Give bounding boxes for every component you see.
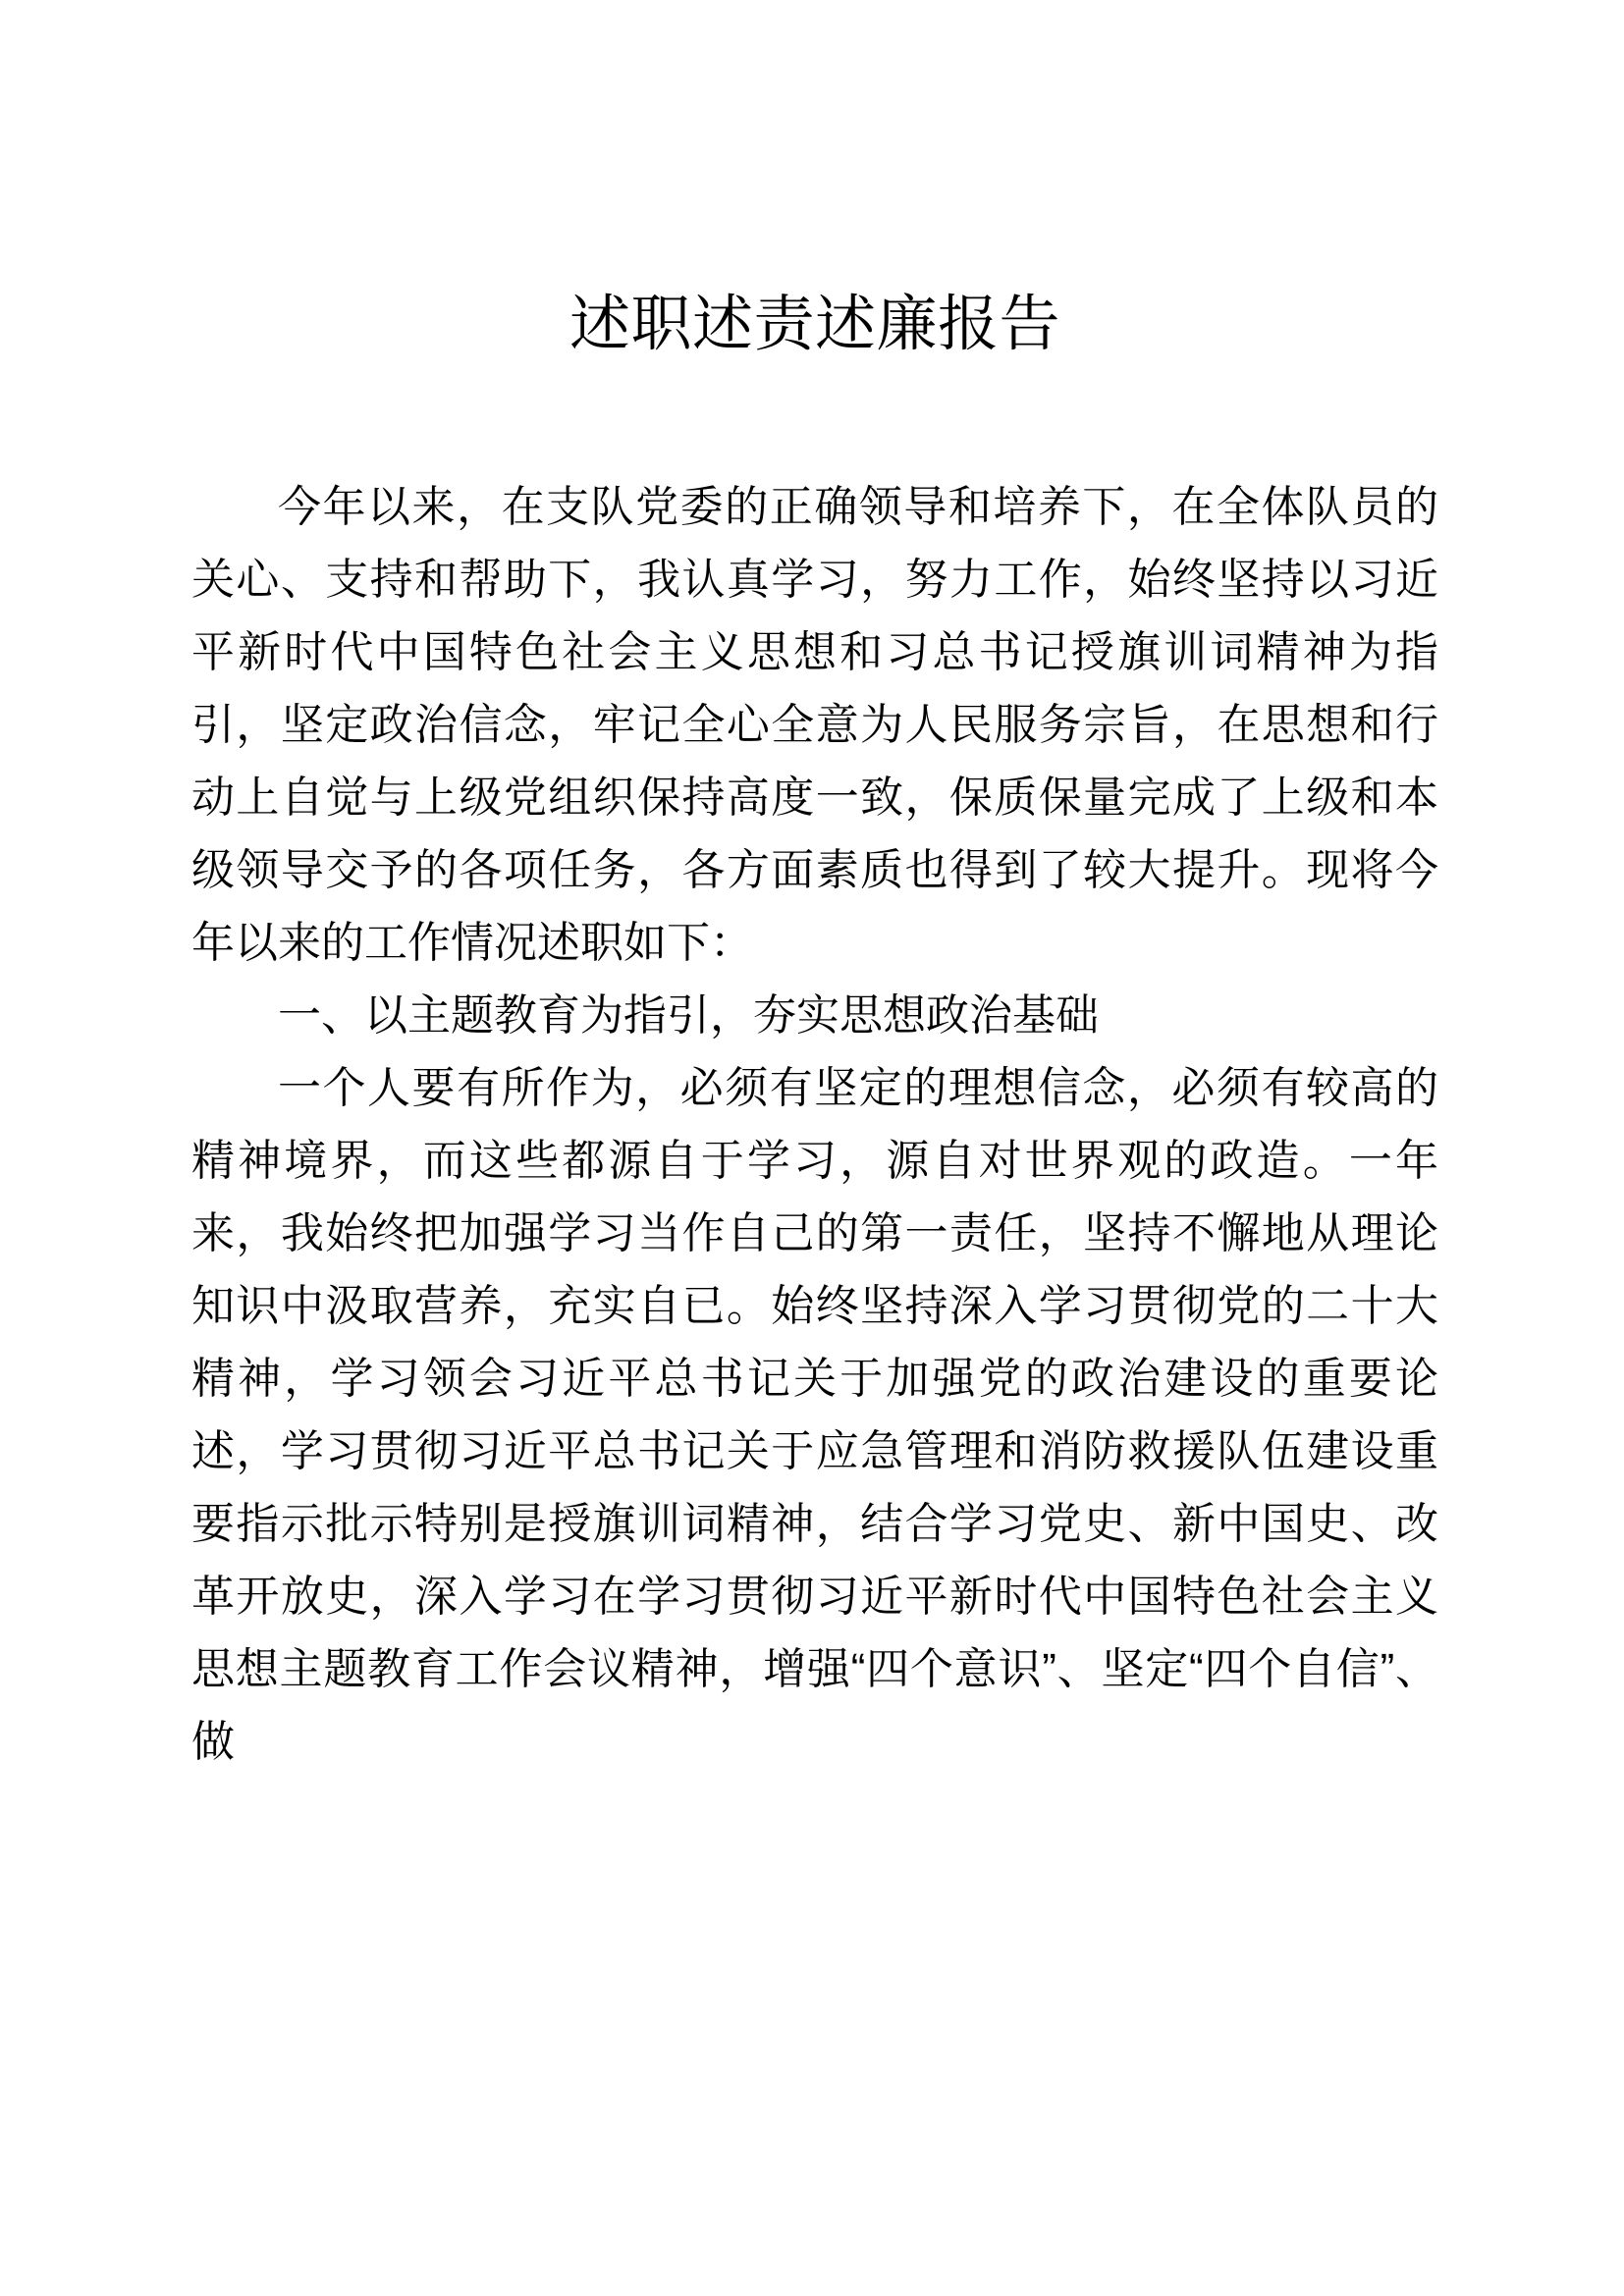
- document-body: [191, 471, 1438, 1779]
- page-title: 述职述责述廉报告: [568, 291, 1060, 358]
- paragraph-section-one-body: 一个人要有所作为，必须有坚定的理想信念，必须有较高的精神境界，而这些都源自于学习，源自对世界观的政造。一年来，我始终把加强学习当作自己的第一责任，坚持不懈地从理论知识中汲取营养，充实自已。始终坚持深入学习贯彻党的二十大精神，学习领会习近平总书记关于加强党的政治建设的重要论述，学习贯彻习近平总书记关于应急管理和消防救援队伍建设重要指示批示特别是授旗训词精神，结合学习党史、新中国史、改革开放史，深入学习在学习贯彻习近平新时代中国特色社会主义思想主题教育工作会议精神，增强“四个意识”、坚定“四个自信”、做: [191, 1064, 1438, 1766]
- document-content: [191, 0, 1438, 1779]
- section-heading-one: 一、以主题教育为指引，夯实思想政治基础: [278, 991, 1099, 1040]
- paragraph-intro: 今年以来，在支队党委的正确领导和培养下，在全体队员的关心、支持和帮助下，我认真学习，努力工作，始终坚持以习近平新时代中国特色社会主义思想和习总书记授旗训词精神为指引，坚定政治信念，牢记全心全意为人民服务宗旨，在思想和行动上自觉与上级党组织保持高度一致，保质保量完成了上级和本级领导交予的各项任务，各方面素质也得到了较大提升。现将今年以来的工作情况述职如下：: [191, 483, 1438, 967]
